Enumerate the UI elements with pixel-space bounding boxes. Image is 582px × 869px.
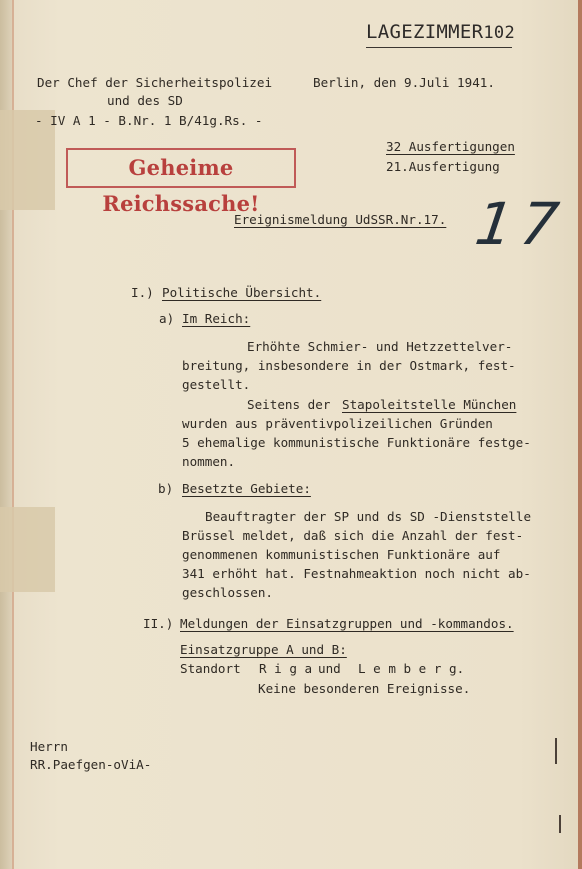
lagezimmer-text: LAGEZIMMER xyxy=(366,21,484,43)
section-1b-label: b) xyxy=(158,481,174,496)
report-title: Ereignismeldung UdSSR.Nr.17. xyxy=(234,212,447,227)
pencil-mark xyxy=(555,738,557,764)
stapoleitstelle-muenchen: Stapoleitstelle München xyxy=(342,397,517,412)
addressee-line2: RR.Paefgen-oViA- xyxy=(30,757,152,772)
body-line: Brüssel meldet, daß sich die Anzahl der fest- xyxy=(182,528,524,543)
geheime-reichssache-stamp: Geheime Reichssache! xyxy=(66,148,296,188)
issuer-line1: Der Chef der Sicherheitspolizei xyxy=(37,75,273,90)
stamp-underline xyxy=(366,47,512,48)
issuer-line2: und des SD xyxy=(107,93,183,108)
standort-lemberg: L e m b e r g. xyxy=(358,661,465,676)
pencil-mark xyxy=(559,815,561,833)
body-line: Beauftragter der SP und ds SD -Dienststelle xyxy=(205,509,532,524)
body-line: gestellt. xyxy=(182,377,251,392)
body-line: Erhöhte Schmier- und Hetzzettelver- xyxy=(247,339,513,354)
body-line: Seitens der xyxy=(247,397,331,412)
copies-total: 32 Ausfertigungen xyxy=(386,139,515,154)
section-1b-title: Besetzte Gebiete: xyxy=(182,481,311,496)
handwritten-number: 17 xyxy=(471,190,571,258)
body-line: genommenen kommunistischen Funktionäre auf xyxy=(182,547,501,562)
section-2-number: II.) xyxy=(143,616,174,631)
no-events-note: Keine besonderen Ereignisse. xyxy=(258,681,471,696)
section-1-title: Politische Übersicht. xyxy=(162,285,322,300)
body-line: 341 erhöht hat. Festnahmeaktion noch nicht ab- xyxy=(182,566,531,581)
right-edge xyxy=(578,0,582,869)
body-line: nommen. xyxy=(182,454,236,469)
tape-mark xyxy=(0,507,55,592)
body-line: breitung, insbesondere in der Ostmark, fest- xyxy=(182,358,516,373)
lagezimmer-stamp xyxy=(366,21,515,43)
section-1a-label: a) xyxy=(159,311,175,326)
copy-number: 21.Ausfertigung xyxy=(386,159,500,174)
addressee-line1: Herrn xyxy=(30,739,68,754)
standort-und: und xyxy=(318,661,341,676)
body-line: 5 ehemalige kommunistische Funktionäre festge- xyxy=(182,435,531,450)
section-2-title: Meldungen der Einsatzgruppen und -kommandos. xyxy=(180,616,514,631)
standort-riga: R i g a xyxy=(259,661,313,676)
standort-label: Standort xyxy=(180,661,241,676)
einsatzgruppe-heading: Einsatzgruppe A und B: xyxy=(180,642,347,657)
place-date: Berlin, den 9.Juli 1941. xyxy=(313,75,495,90)
section-1a-title: Im Reich: xyxy=(182,311,251,326)
body-line: geschlossen. xyxy=(182,585,273,600)
section-1-number: I.) xyxy=(131,285,154,300)
lagezimmer-number: 102 xyxy=(483,23,515,43)
body-line: wurden aus präventivpolizeilichen Gründen xyxy=(182,416,493,431)
reference-number: - IV A 1 - B.Nr. 1 B/41g.Rs. - xyxy=(35,113,263,128)
